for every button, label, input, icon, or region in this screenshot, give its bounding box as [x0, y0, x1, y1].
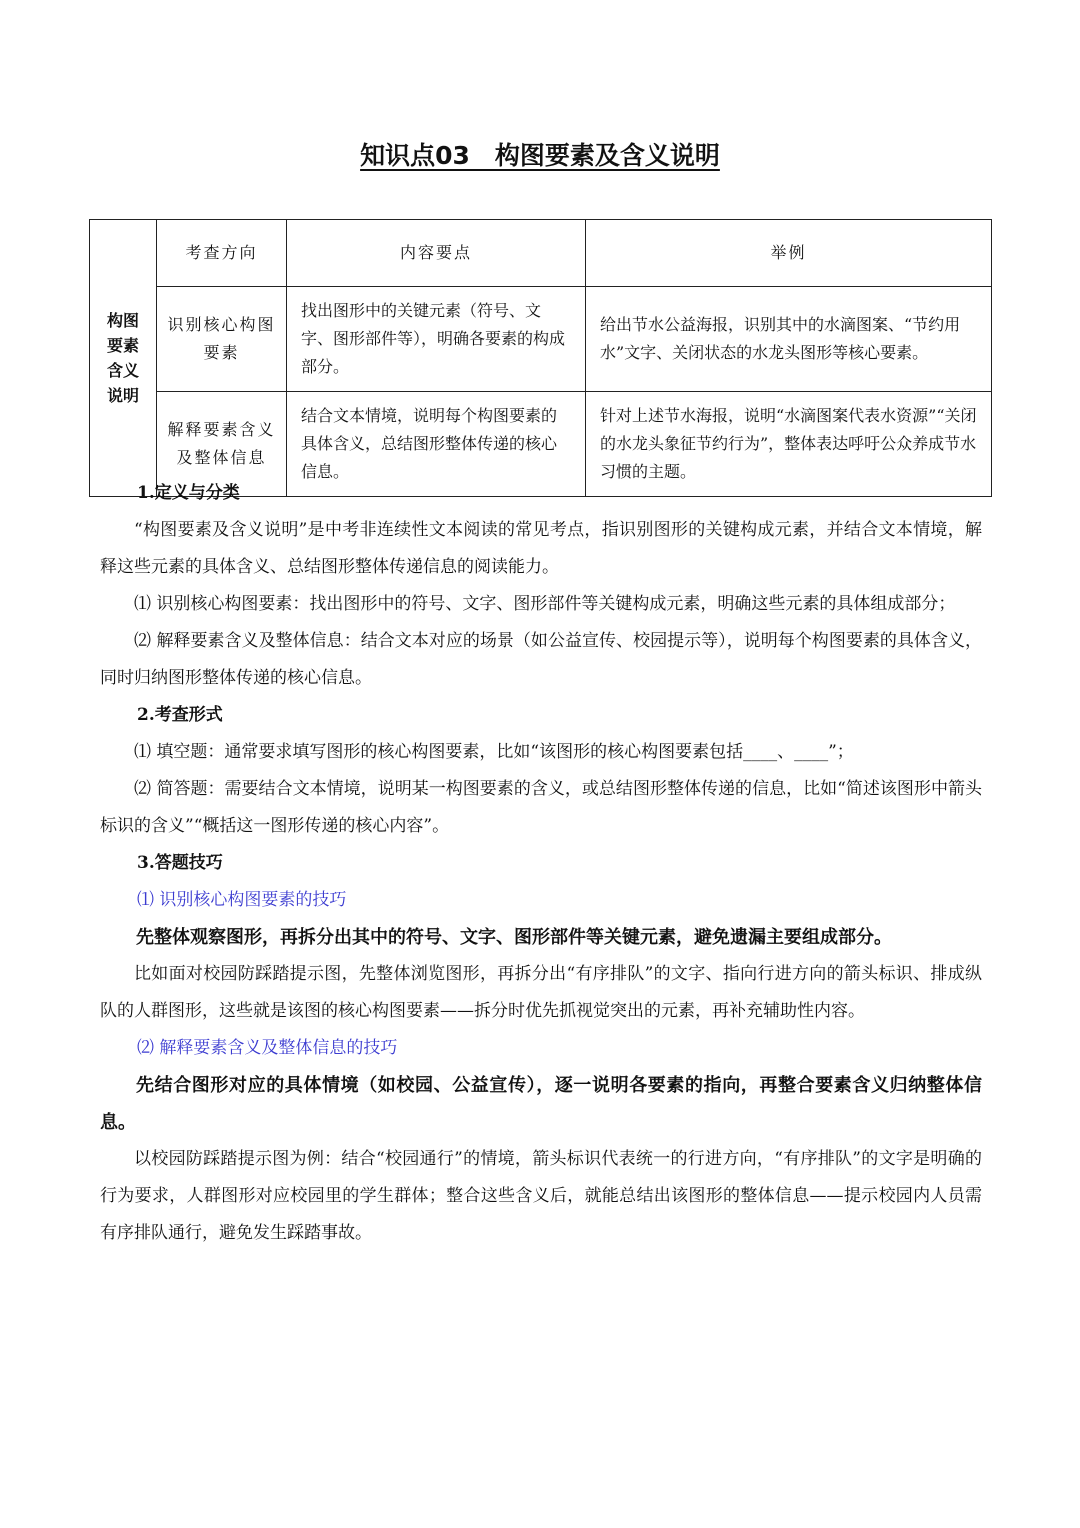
section3-sub1-text: 比如面对校园防踩踏提示图，先整体浏览图形，再拆分出“有序排队”的文字、指向行进方向的箭头标识、排成纵队的人群图形，这些就是该图的核心构图要素——拆分时优先抓视觉突出的元素，再补充辅助性内容。	[100, 964, 982, 1021]
section2-heading: 2.考查形式	[137, 705, 223, 725]
cell-key-points: 结合文本情境，说明每个构图要素的具体含义，总结图形整体传递的核心信息。	[287, 392, 586, 497]
cell-direction: 解释要素含义及整体信息	[157, 392, 287, 497]
header-key-points: 内容要点	[287, 220, 586, 287]
section3-sub2-heading: ⑵ 解释要素含义及整体信息的技巧	[137, 1038, 398, 1058]
cell-example: 给出节水公益海报，识别其中的水滴图案、“节约用水”文字、关闭状态的水龙头图形等核心要素。	[586, 287, 992, 392]
section2-item1: ⑴ 填空题：通常要求填写图形的核心构图要素，比如“该图形的核心构图要素包括____、____”；	[134, 742, 854, 762]
section3-sub1-heading: ⑴ 识别核心构图要素的技巧	[137, 890, 347, 910]
body-text	[100, 475, 982, 1252]
summary-table	[89, 219, 992, 497]
cell-key-points: 找出图形中的关键元素（符号、文字、图形部件等），明确各要素的构成部分。	[287, 287, 586, 392]
header-example: 举例	[586, 220, 992, 287]
section3-sub1-bold: 先整体观察图形，再拆分出其中的符号、文字、图形部件等关键元素，避免遗漏主要组成部分。	[136, 927, 892, 948]
table-header-row	[90, 220, 992, 287]
section1-heading: 1.定义与分类	[137, 483, 240, 503]
page-title: 知识点03 构图要素及含义说明	[360, 141, 720, 170]
section1-item1: ⑴ 识别核心构图要素：找出图形中的符号、文字、图形部件等关键构成元素，明确这些元素的具体组成部分；	[134, 594, 956, 614]
section3-sub2-text: 以校园防踩踏提示图为例：结合“校园通行”的情境，箭头标识代表统一的行进方向，“有序排队”的文字是明确的行为要求，人群图形对应校园里的学生群体；整合这些含义后，就能总结出该图形的整体信息——提示校园内人员需有序排队通行，避免发生踩踏事故。	[100, 1149, 982, 1243]
table-side-label: 构图要素含义说明	[90, 220, 157, 497]
cell-example: 针对上述节水海报，说明“水滴图案代表水资源”“关闭的水龙头象征节约行为”，整体表达呼吁公众养成节水习惯的主题。	[586, 392, 992, 497]
section2-item2: ⑵ 简答题：需要结合文本情境，说明某一构图要素的含义，或总结图形整体传递的信息，比如“简述该图形中箭头标识的含义”“概括这一图形传递的核心内容”。	[100, 779, 982, 836]
table-row	[90, 287, 992, 392]
section1-intro: “构图要素及含义说明”是中考非连续性文本阅读的常见考点，指识别图形的关键构成元素，并结合文本情境，解释这些元素的具体含义、总结图形整体传递信息的阅读能力。	[100, 520, 982, 577]
section3-sub2-bold: 先结合图形对应的具体情境（如校园、公益宣传），逐一说明各要素的指向，再整合要素含义归纳整体信息。	[100, 1075, 982, 1133]
cell-direction: 识别核心构图要素	[157, 287, 287, 392]
section1-item2: ⑵ 解释要素含义及整体信息：结合文本对应的场景（如公益宣传、校园提示等），说明每个构图要素的具体含义，同时归纳图形整体传递的核心信息。	[100, 631, 982, 688]
section3-heading: 3.答题技巧	[137, 853, 223, 873]
header-direction: 考查方向	[157, 220, 287, 287]
